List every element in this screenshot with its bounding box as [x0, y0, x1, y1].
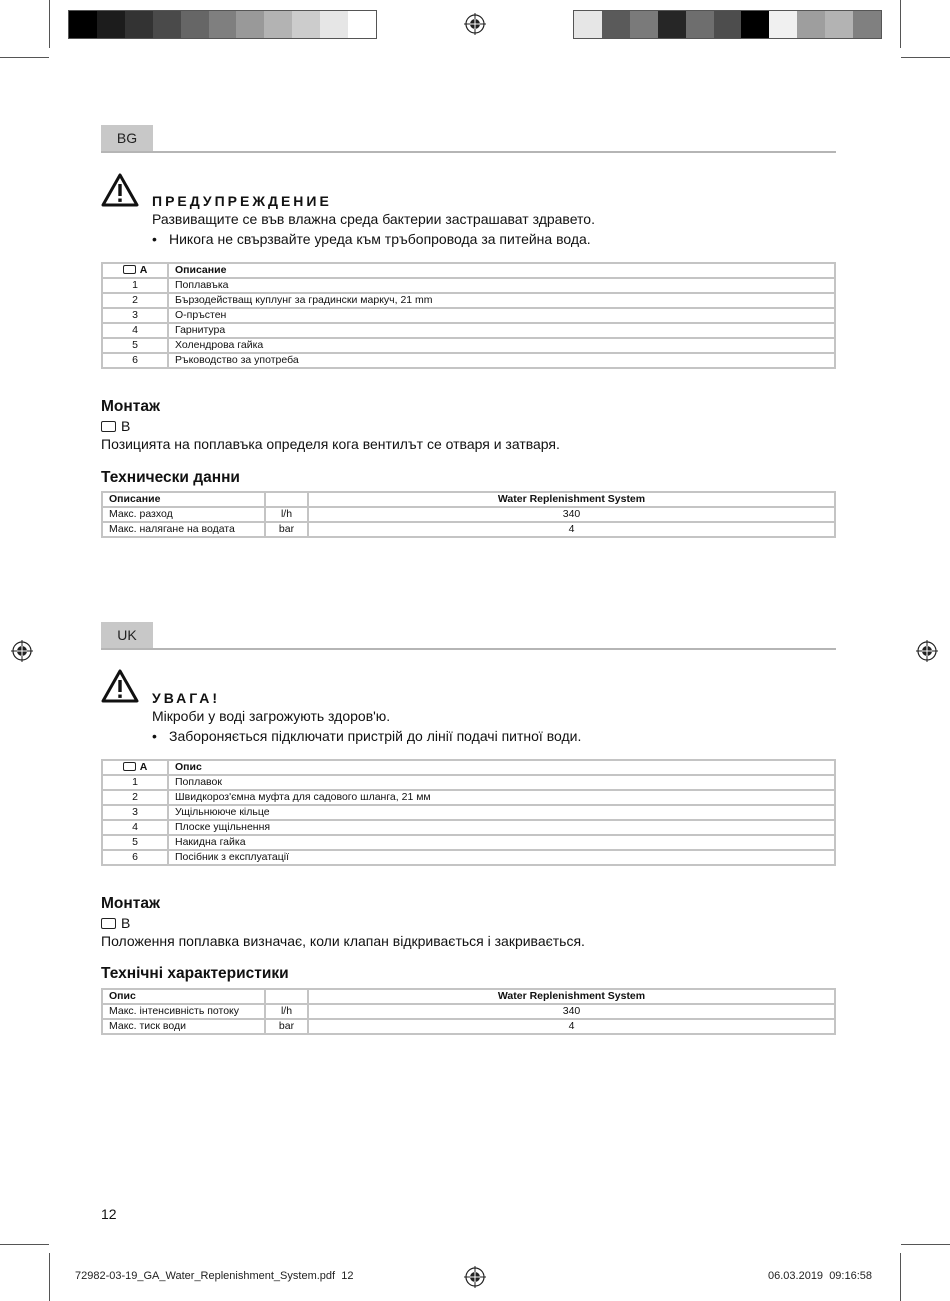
warning-bullet-text: Никога не свързвайте уреда към тръбопровода за питейна вода. [169, 231, 591, 247]
color-swatch [236, 11, 264, 38]
table-row [102, 805, 835, 820]
footer-time: 09:16:58 [829, 1270, 873, 1282]
footer-file-page: 12 [341, 1270, 354, 1282]
registration-mark-icon [11, 640, 33, 662]
color-swatch [741, 11, 769, 38]
footer-file-info [75, 1270, 353, 1282]
warning-bullet [152, 231, 591, 247]
table-row [102, 293, 835, 308]
footer-filename: 72982-03-19_GA_Water_Replenishment_System.pdf [75, 1270, 336, 1282]
tech-unit: bar [265, 522, 308, 537]
part-description: Гарнитура [168, 323, 835, 338]
table-header-cell [265, 989, 308, 1004]
table-header-cell: Опис [102, 989, 265, 1004]
crop-mark [901, 1244, 950, 1245]
part-description: Поплавъка [168, 278, 835, 293]
table-row [102, 338, 835, 353]
color-bar-left [68, 10, 377, 39]
part-description: Бързодействащ куплунг за градински маркуч, 21 mm [168, 293, 835, 308]
warning-bullet [152, 728, 581, 744]
color-swatch [630, 11, 658, 38]
tech-data-heading: Технически данни [101, 469, 240, 486]
table-row [102, 522, 835, 537]
figure-ref-icon [123, 265, 136, 274]
part-number: 4 [102, 323, 168, 338]
warning-icon [101, 668, 139, 704]
color-swatch [125, 11, 153, 38]
table-row [102, 775, 835, 790]
table-header-cell: Описание [102, 492, 265, 507]
part-description: Ущільнююче кільце [168, 805, 835, 820]
table-header-cell: Описание [168, 263, 835, 278]
tech-value: 4 [308, 522, 835, 537]
crop-mark [0, 1244, 49, 1245]
parts-table [101, 759, 836, 866]
figure-ref-icon [123, 762, 136, 771]
tech-value: 4 [308, 1019, 835, 1034]
part-description: Плоске ущільнення [168, 820, 835, 835]
table-row [102, 278, 835, 293]
warning-title: ПРЕДУПРЕЖДЕНИЕ [152, 193, 332, 209]
section-divider [101, 648, 836, 650]
figure-reference: B [101, 418, 130, 434]
table-header-row [102, 989, 835, 1004]
tech-value: 340 [308, 507, 835, 522]
tech-desc: Макс. налягане на водата [102, 522, 265, 537]
tech-desc: Макс. інтенсивність потоку [102, 1004, 265, 1019]
color-swatch [292, 11, 320, 38]
registration-mark-icon [916, 640, 938, 662]
assembly-heading: Монтаж [101, 398, 160, 415]
tech-value: 340 [308, 1004, 835, 1019]
section-divider [101, 151, 836, 153]
table-row [102, 323, 835, 338]
assembly-text: Позицията на поплавъка определя кога вентилът се отваря и затваря. [101, 436, 560, 452]
part-number: 1 [102, 278, 168, 293]
registration-mark-icon [464, 13, 486, 35]
bullet-icon: • [152, 231, 157, 247]
part-description: Накидна гайка [168, 835, 835, 850]
assembly-heading: Монтаж [101, 895, 160, 912]
crop-mark [0, 57, 49, 58]
table-row [102, 1019, 835, 1034]
tech-unit: l/h [265, 1004, 308, 1019]
table-header-cell: Опис [168, 760, 835, 775]
warning-title: УВАГА! [152, 690, 221, 706]
color-swatch [181, 11, 209, 38]
part-number: 5 [102, 835, 168, 850]
color-swatch [320, 11, 348, 38]
parts-table [101, 262, 836, 369]
tech-unit: l/h [265, 507, 308, 522]
table-header-cell: A [102, 760, 168, 775]
part-number: 5 [102, 338, 168, 353]
table-row [102, 835, 835, 850]
crop-mark [49, 0, 50, 48]
table-header-cell: Water Replenishment System [308, 989, 835, 1004]
figure-ref-icon [101, 918, 116, 929]
language-tag: BG [101, 125, 153, 151]
table-header-row [102, 760, 835, 775]
color-swatch [153, 11, 181, 38]
color-bar-right [573, 10, 882, 39]
tech-desc: Макс. тиск води [102, 1019, 265, 1034]
part-description: О-пръстен [168, 308, 835, 323]
color-swatch [97, 11, 125, 38]
figure-ref-icon [101, 421, 116, 432]
tech-data-table [101, 491, 836, 538]
color-swatch [658, 11, 686, 38]
table-row [102, 308, 835, 323]
table-row [102, 507, 835, 522]
table-header-cell: A [102, 263, 168, 278]
part-number: 4 [102, 820, 168, 835]
color-swatch [769, 11, 797, 38]
table-header-row [102, 492, 835, 507]
table-row [102, 790, 835, 805]
color-swatch [348, 11, 376, 38]
table-row [102, 1004, 835, 1019]
table-row [102, 820, 835, 835]
color-swatch [574, 11, 602, 38]
tech-data-heading: Технічні характеристики [101, 965, 289, 982]
part-description: Ръководство за употреба [168, 353, 835, 368]
language-tag: UK [101, 622, 153, 648]
part-number: 6 [102, 353, 168, 368]
table-header-cell [265, 492, 308, 507]
color-swatch [264, 11, 292, 38]
bullet-icon: • [152, 728, 157, 744]
color-swatch [209, 11, 237, 38]
color-swatch [825, 11, 853, 38]
warning-text: Мікроби у воді загрожують здоров'ю. [152, 708, 391, 724]
crop-mark [901, 57, 950, 58]
part-description: Поплавок [168, 775, 835, 790]
figure-reference: B [101, 915, 130, 931]
part-number: 3 [102, 805, 168, 820]
crop-mark [900, 1253, 901, 1301]
warning-text: Развиващите се във влажна среда бактерии застрашават здравето. [152, 211, 595, 227]
color-swatch [714, 11, 742, 38]
crop-mark [900, 0, 901, 48]
registration-mark-icon [464, 1266, 486, 1288]
color-swatch [602, 11, 630, 38]
crop-mark [49, 1253, 50, 1301]
table-header-row [102, 263, 835, 278]
tech-desc: Макс. разход [102, 507, 265, 522]
table-header-cell: Water Replenishment System [308, 492, 835, 507]
tech-unit: bar [265, 1019, 308, 1034]
part-description: Посібник з експлуатації [168, 850, 835, 865]
part-number: 2 [102, 790, 168, 805]
page-number: 12 [101, 1206, 117, 1222]
part-description: Холендрова гайка [168, 338, 835, 353]
part-number: 2 [102, 293, 168, 308]
warning-icon [101, 172, 139, 208]
color-swatch [853, 11, 881, 38]
color-swatch [797, 11, 825, 38]
table-row [102, 353, 835, 368]
warning-bullet-text: Забороняється підключати пристрій до лінії подачі питної води. [169, 728, 582, 744]
tech-data-table [101, 988, 836, 1035]
table-row [102, 850, 835, 865]
color-swatch [69, 11, 97, 38]
color-swatch [686, 11, 714, 38]
part-number: 6 [102, 850, 168, 865]
assembly-text: Положення поплавка визначає, коли клапан відкривається і закривається. [101, 933, 585, 949]
footer-date: 06.03.2019 [768, 1270, 824, 1282]
part-number: 3 [102, 308, 168, 323]
part-description: Швидкороз'ємна муфта для садового шланга, 21 мм [168, 790, 835, 805]
footer-timestamp [768, 1270, 872, 1282]
part-number: 1 [102, 775, 168, 790]
